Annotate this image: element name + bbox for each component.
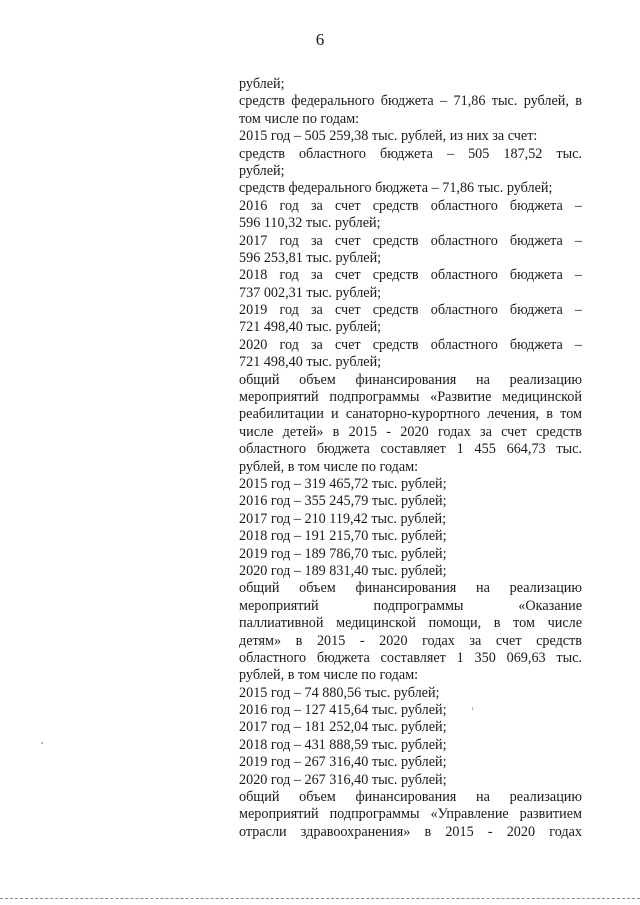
text-line: 2016 год – 355 245,79 тыс. рублей; [239,493,447,510]
scan-speck [41,742,43,744]
text-line: общий объем финансирования на реализацию [239,371,582,388]
text-line: 2016 год – 127 415,64 тыс. рублей; [239,702,447,719]
text-line: 721 498,40 тыс. рублей; [239,319,382,336]
scan-edge-divider [0,898,640,899]
text-line: областного бюджета составляет 1 455 664,73 тыс. [239,441,582,458]
text-line: общий объем финансирования на реализацию [239,789,582,806]
text-line: мероприятий подпрограммы «Развитие медицинской [239,389,582,406]
text-line: 2018 год – 191 215,70 тыс. рублей; [239,528,447,545]
text-line: средств федерального бюджета – 71,86 тыс. рублей, в [239,93,582,110]
text-line: рублей; [239,162,285,179]
text-line: 2017 год – 181 252,04 тыс. рублей; [239,719,447,736]
text-line: рублей, в том числе по годам: [239,667,419,684]
text-line: реабилитации и санаторно-курортного лечения, в том [239,406,582,423]
text-line: 2019 год за счет средств областного бюджета – [239,302,582,319]
text-line: том числе по годам: [239,110,360,127]
text-line: паллиативной медицинской помощи, в том числе [239,615,582,632]
text-line: рублей; [239,76,285,92]
text-line: областного бюджета составляет 1 350 069,63 тыс. [239,649,582,666]
document-body [239,76,582,841]
text-line: числе детей» в 2015 - 2020 годах за счет средств [239,423,582,440]
text-line: мероприятий подпрограммы «Управление развитием [239,806,582,823]
page-number: 6 [315,30,325,49]
text-line: 2015 год – 74 880,56 тыс. рублей; [239,684,440,701]
text-line: детям» в 2015 - 2020 годах за счет средств [239,632,582,649]
text-line: 2017 год за счет средств областного бюджета – [239,232,582,249]
text-line: 2019 год – 267 316,40 тыс. рублей; [239,754,447,771]
scan-speck [472,707,473,710]
text-line: 2018 год – 431 888,59 тыс. рублей; [239,736,447,753]
text-line: 2020 год – 189 831,40 тыс. рублей; [239,562,447,579]
text-line: 2015 год – 319 465,72 тыс. рублей; [239,475,447,492]
text-line: 721 498,40 тыс. рублей; [239,354,382,371]
text-line: 2015 год – 505 259,38 тыс. рублей, из них за счет: [239,128,538,145]
text-line: 737 002,31 тыс. рублей; [239,284,382,301]
text-line: 2017 год – 210 119,42 тыс. рублей; [239,510,447,527]
text-line: 2019 год – 189 786,70 тыс. рублей; [239,545,447,562]
text-line: 596 110,32 тыс. рублей; [239,215,381,232]
text-line: 2016 год за счет средств областного бюджета – [239,197,582,214]
text-line: мероприятий подпрограммы «Оказание [239,597,582,614]
text-line: 2020 год за счет средств областного бюджета – [239,336,582,353]
text-line: общий объем финансирования на реализацию [239,580,582,597]
text-line: рублей, в том числе по годам: [239,458,419,475]
text-line: 2018 год за счет средств областного бюджета – [239,267,582,284]
text-line: средств федерального бюджета – 71,86 тыс. рублей; [239,180,553,197]
text-line: средств областного бюджета – 505 187,52 тыс. [239,145,582,162]
text-line: 596 253,81 тыс. рублей; [239,249,382,266]
text-line: 2020 год – 267 316,40 тыс. рублей; [239,771,447,788]
text-line: отрасли здравоохранения» в 2015 - 2020 годах [239,823,582,840]
